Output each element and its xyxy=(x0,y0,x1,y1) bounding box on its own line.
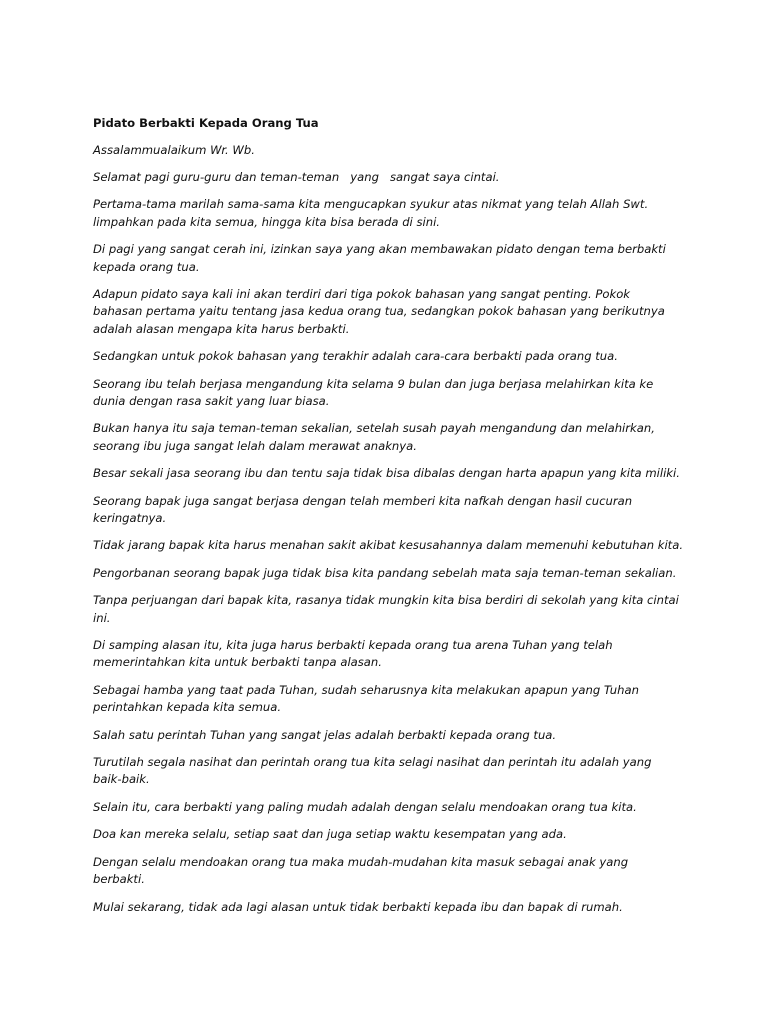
paragraph: Di samping alasan itu, kita juga harus berbakti kepada orang tua arena Tuhan yang telah memerintahkan kita untuk berbakti tanpa alasan. xyxy=(93,638,617,670)
paragraph: Salah satu perintah Tuhan yang sangat jelas adalah berbakti kepada orang tua. xyxy=(93,727,557,742)
document-title: Pidato Berbakti Kepada Orang Tua xyxy=(93,116,319,130)
paragraph: Di pagi yang sangat cerah ini, izinkan saya yang akan membawakan pidato dengan tema berbakti kepada orang tua. xyxy=(93,242,670,274)
paragraph: Selain itu, cara berbakti yang paling mudah adalah dengan selalu mendoakan orang tua kita. xyxy=(93,799,637,814)
paragraph: Seorang bapak juga sangat berjasa dengan telah memberi kita nafkah dengan hasil cucuran keringatnya. xyxy=(93,493,636,525)
paragraph: Tanpa perjuangan dari bapak kita, rasanya tidak mungkin kita bisa berdiri di sekolah yang kita cintai ini. xyxy=(93,593,683,625)
paragraph: Seorang ibu telah berjasa mengandung kita selama 9 bulan dan juga berjasa melahirkan kita ke dunia dengan rasa sakit yang luar biasa. xyxy=(93,376,657,408)
paragraph-closing: Mulai sekarang, tidak ada lagi alasan untuk tidak berbakti kepada ibu dan bapak di rumah. xyxy=(93,899,623,914)
paragraph: Bukan hanya itu saja teman-teman sekalian, setelah susah payah mengandung dan melahirkan, seorang ibu juga sangat lelah dalam merawat anaknya. xyxy=(93,421,659,453)
paragraph: Dengan selalu mendoakan orang tua maka mudah-mudahan kita masuk sebagai anak yang berbakti. xyxy=(93,854,632,887)
paragraph: Selamat pagi guru-guru dan teman-teman yang sangat saya cintai. xyxy=(93,169,500,184)
paragraph: Besar sekali jasa seorang ibu dan tentu saja tidak bisa dibalas dengan harta apapun yang kita miliki. xyxy=(93,466,680,481)
paragraph: Sebagai hamba yang taat pada Tuhan, sudah seharusnya kita melakukan apapun yang Tuhan perintahkan kepada kita semua. xyxy=(93,682,643,715)
paragraph-greeting: Assalammualaikum Wr. Wb. xyxy=(93,142,255,157)
paragraph: Doa kan mereka selalu, setiap saat dan juga setiap waktu kesempatan yang ada. xyxy=(93,827,567,842)
paragraph: Adapun pidato saya kali ini akan terdiri dari tiga pokok bahasan yang sangat penting. Pokok bahasan pertama yaitu tentang jasa kedua orang tua, sedangkan pokok bahasan yang berikutnya adalah alasan mengapa kita harus berbakti. xyxy=(93,286,669,336)
paragraph: Turutilah segala nasihat dan perintah orang tua kita selagi nasihat dan perintah itu adalah yang baik-baik. xyxy=(93,755,656,787)
paragraph: Tidak jarang bapak kita harus menahan sakit akibat kesusahannya dalam memenuhi kebutuhan kita. xyxy=(93,538,684,553)
paragraph: Pertama-tama marilah sama-sama kita mengucapkan syukur atas nikmat yang telah Allah Swt. limpahkan pada kita semua, hingga kita bisa berada di sini. xyxy=(93,197,652,229)
document-page xyxy=(93,114,683,926)
paragraph: Sedangkan untuk pokok bahasan yang terakhir adalah cara-cara berbakti pada orang tua. xyxy=(93,349,618,364)
paragraph: Pengorbanan seorang bapak juga tidak bisa kita pandang sebelah mata saja teman-teman sekalian. xyxy=(93,565,677,580)
